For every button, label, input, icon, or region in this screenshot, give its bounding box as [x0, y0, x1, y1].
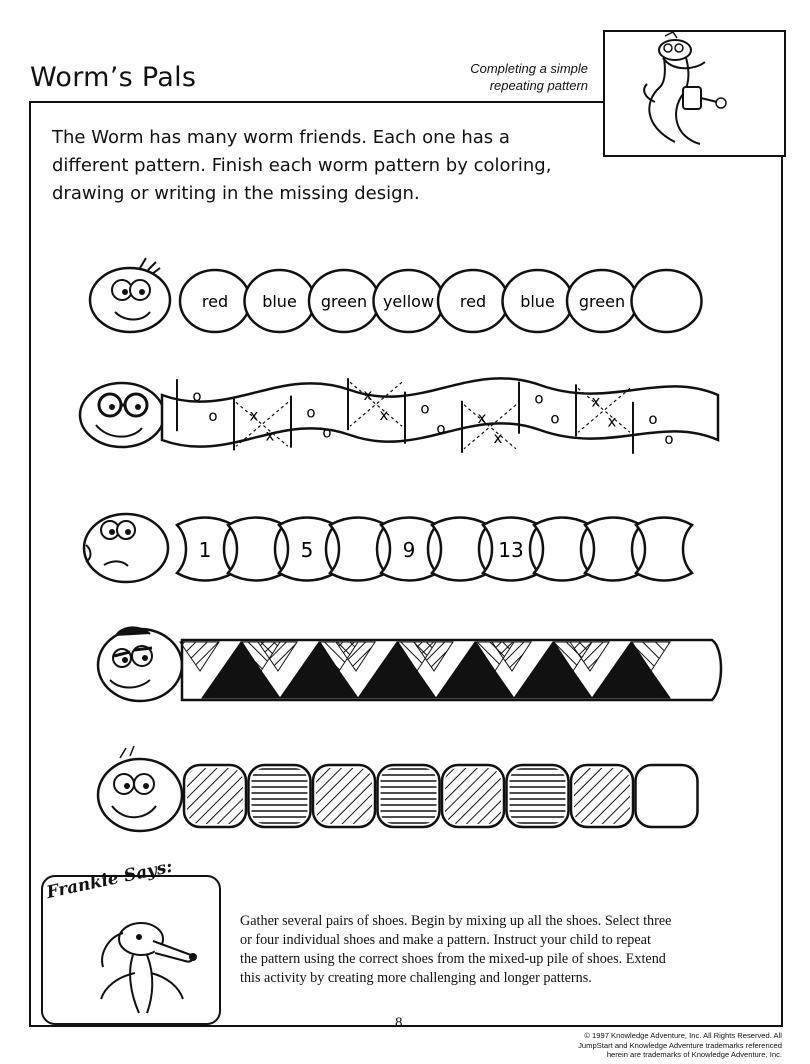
worm-1-segment: [438, 270, 508, 332]
copyright-line: herein are trademarks of Knowledge Adventure, Inc.: [606, 1050, 782, 1059]
worm-5-segment: [636, 765, 698, 827]
copyright-line: © 1997 Knowledge Adventure, Inc. All Rights Reserved. All: [584, 1031, 782, 1040]
worm-2-mark: o: [550, 409, 560, 428]
worm-2-mark: x: [249, 406, 259, 425]
frankie-says-box: [41, 856, 221, 1025]
worm-2-head: [80, 383, 164, 447]
worm-1-segment: [567, 270, 637, 332]
worm-4-head: [98, 627, 182, 701]
instructions-line: The Worm has many worm friends. Each one has a: [52, 127, 510, 148]
parent-tip: [240, 912, 762, 988]
subtitle-line: repeating pattern: [489, 78, 588, 93]
tip-line: this activity by creating more challenging and longer patterns.: [240, 970, 592, 986]
worm-2-mark: x: [477, 408, 487, 427]
tip-line: or four individual shoes and make a pattern. Instruct your child to repeat: [240, 932, 651, 948]
subtitle-line: Completing a simple: [470, 61, 588, 76]
worm-1-segment-label: yellow: [382, 292, 435, 311]
instructions-line: different pattern. Finish each worm pattern by coloring,: [52, 155, 552, 176]
worm-3-segment: [381, 518, 437, 581]
worm-4-triangle-pattern: [98, 627, 721, 701]
worm-5-segment: [378, 765, 440, 827]
worm-2-mark: o: [322, 423, 332, 442]
worm-5-segment: [507, 765, 569, 827]
worm-2-mark: x: [265, 426, 275, 445]
dog-icon: [43, 877, 219, 1023]
worm-3-segment: [636, 518, 692, 581]
copyright-notice: [500, 1031, 782, 1060]
worm-3-segment: [432, 518, 488, 581]
worm-3-number: 9: [402, 538, 416, 562]
worm-3-segment: [483, 518, 539, 581]
worm-2-mark: o: [192, 387, 202, 406]
worm-5-segment: [571, 765, 633, 827]
page-title: Worm’s Pals: [30, 62, 197, 93]
worm-3-segment: [585, 518, 641, 581]
worm-5-segment: [442, 765, 504, 827]
worm-2-xo-pattern: [80, 378, 718, 454]
worm-2-mark: x: [493, 428, 503, 447]
worm-3-head: [84, 514, 168, 582]
worm-2-mark: o: [534, 389, 544, 408]
worm-2-mark: x: [379, 406, 389, 425]
worm-1-segment: [309, 270, 379, 332]
worm-1-segment-label: red: [201, 292, 229, 311]
worm-3-number-pattern: [84, 514, 692, 582]
worm-1-head: [90, 258, 170, 332]
worm-3-segment: [534, 518, 590, 581]
worm-1-segment-label: blue: [262, 292, 297, 311]
worm-1-segment-label: green: [578, 292, 626, 311]
worm-5-head: [98, 746, 182, 831]
worm-2-mark: x: [607, 412, 617, 431]
worm-1-segment-label: blue: [520, 292, 555, 311]
worm-3-segment: [177, 518, 233, 581]
tip-line: Gather several pairs of shoes. Begin by mixing up all the shoes. Select three: [240, 913, 672, 929]
worm-5-segment: [249, 765, 311, 827]
page-number: 8: [395, 1015, 403, 1031]
worm-1-segment: [245, 270, 315, 332]
worm-5-segment: [184, 765, 246, 827]
worm-1-segment: [180, 270, 250, 332]
worm-3-segment: [228, 518, 284, 581]
copyright-line: JumpStart and Knowledge Adventure trademarks referenced: [578, 1040, 782, 1050]
worm-1-segment: [503, 270, 573, 332]
worm-3-number: 1: [198, 538, 212, 562]
worm-3-segment: [330, 518, 386, 581]
tip-line: the pattern using the correct shoes from the mixed-up pile of shoes. Extend: [240, 951, 666, 967]
worm-1-segment: [374, 270, 444, 332]
worm-5-segment: [313, 765, 375, 827]
worm-2-mark: o: [664, 429, 674, 448]
worm-3-number: 5: [300, 538, 314, 562]
instructions-line: drawing or writing in the missing design.: [52, 183, 420, 204]
worm-2-mark: x: [363, 386, 373, 405]
worm-2-mark: o: [648, 409, 658, 428]
worm-1-segment-label: red: [459, 292, 487, 311]
frankie-says-label: Frankie Says:: [44, 856, 175, 903]
worm-2-mark: o: [208, 407, 218, 426]
worm-1-segment-label: green: [320, 292, 368, 311]
worm-5-stripe-pattern: [98, 746, 698, 831]
worm-2-mark: x: [591, 392, 601, 411]
worm-3-number: 13: [498, 538, 524, 562]
worm-2-mark: o: [420, 399, 430, 418]
worm-1-segment: [632, 270, 702, 332]
worm-2-mark: o: [306, 403, 316, 422]
worm-2-mark: o: [436, 419, 446, 438]
worm-1-color-pattern: [90, 258, 702, 332]
worm-3-segment: [279, 518, 335, 581]
